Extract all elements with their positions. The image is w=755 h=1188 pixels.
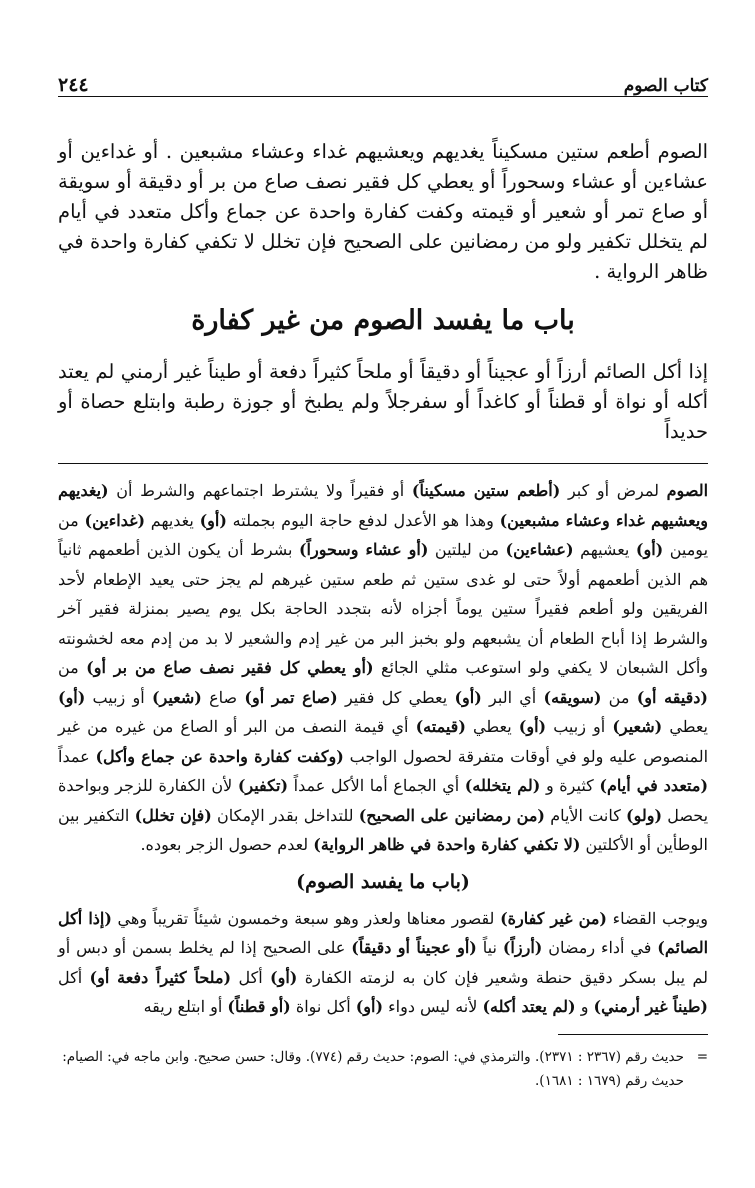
commentary-text: عمداً [58,746,96,766]
matn-quote: (أو) [518,717,547,736]
matn-quote: (وكفت كفارة واحدة عن جماع وأكل) [95,746,344,766]
commentary-text: لقصور معناها ولعذر وهو سبعة وخمسون شيئاً تقريباً وهي [111,908,501,928]
matn-quote: (أو عجيناً أو دقيقاً) [351,938,477,957]
commentary-text: على الصحيح إذا لم يخلط بسمن أو دبس أو لم يبل بسكر دقيق حنطة وشعير فإن كان به لزمته الكفارة [58,938,709,987]
matn-quote: (قيمته) [415,717,466,736]
matn-quote: (ولو) [626,805,663,825]
commentary-heading: (باب ما يفسد الصوم) [296,870,470,893]
matn-quote: (شعير) [612,717,663,736]
matn-quote: (أو قطناً) [227,997,291,1016]
matn-quote: (سويقه) [543,687,602,707]
commentary-text: من ليلتين [428,540,506,559]
commentary-text: كثيرة و [540,776,600,795]
commentary-text: من [58,658,87,677]
matn-quote: (طيناً غير أرمني) [593,997,708,1016]
commentary-text: أكل [231,967,271,987]
matn-quote: (شعير) [151,687,202,707]
matn-quote: (من غير كفارة) [500,908,607,928]
matn-quote: (أو) [454,687,482,707]
running-title: كتاب الصوم [623,76,708,96]
commentary-text: يعطي [465,717,519,736]
commentary [58,476,708,1022]
commentary-text: لأن الكفارة للزجر وبواحدة يحصل [58,776,709,825]
commentary-text: أو فقيراً ولا يشترط اجتماعهم والشرط أن [108,481,412,500]
matn-quote: (يغديهم ويعشيهم غداء وعشاء مشبعين) [58,481,709,530]
commentary-text: صاع [201,687,245,707]
matn-quote: (أرزاً) [502,938,543,957]
commentary-text: أو زبيب [546,717,613,736]
main-paragraph: الصوم أطعم ستين مسكيناً يغديهم ويعشيهم غداء وعشاء مشبعين . أو غداءين أو عشاءين أو عشاء وسحوراً أو يعطي كل فقير نصف صاع من بر أو دقيقة أو سويقة أو صاع تمر أو شعير أو قيمته وكفت كفارة واحدة عن جماع وأكل متعدد في أيام لم يتخلل تكفير ولو من رمضانين على الصحيح فإن تخلل لا تكفي كفارة واحدة في ظاهر الرواية . [58,140,708,283]
matn-quote: (أو عشاء وسحوراً) [298,540,429,559]
commentary-text: في أداء رمضان [542,938,658,957]
commentary-text: يغديهم [145,510,200,530]
matn-quote: (من رمضانين على الصحيح) [358,805,546,825]
commentary-text: نياً [476,938,503,957]
matn-quote: (عشاءين) [505,540,574,559]
commentary-text: وهذا هو الأعدل لدفع حاجة اليوم بجملته [226,510,500,530]
matn-quote: (أو) [355,997,384,1016]
commentary-text: أو زبيب [85,687,152,707]
matn-quote: (أو) [270,967,298,987]
matn-quote: (لا تكفي كفارة واحدة في ظاهر الرواية) [313,835,581,854]
commentary-text: أو ابتلع ريقه [143,997,228,1016]
matn-quote: (صاع تمر أو) [244,687,338,707]
commentary-text: لأنه ليس دواء [383,997,483,1016]
commentary-text: من يومين [58,510,709,559]
matn-quote: (فإن تخلل) [134,805,212,825]
matn-quote: (أو) [635,540,664,559]
chapter-heading: باب ما يفسد الصوم من غير كفارة [191,305,575,336]
commentary-text: يعطي [662,717,709,736]
commentary-text: التكفير بين الوطأين أو الأكلتين [58,805,708,854]
commentary-text: أكل نواة [290,997,356,1016]
commentary-text: يعطي كل فقير [337,687,455,707]
matn-quote: (ملحاً كثيراً دفعة أو) [89,967,232,987]
matn-quote: (أو) [199,510,227,530]
footnote [58,1045,708,1093]
matn-quote: (أو يعطي كل فقير نصف صاع من بر أو) [86,658,374,677]
commentary-paragraph [58,904,708,1022]
commentary-text: من [601,687,637,707]
matn-quote: (إذا أكل الصائم) [58,908,709,957]
commentary-paragraph [58,476,708,860]
main-text [58,137,708,447]
book-page [58,68,708,1093]
commentary-text: ويوجب القضاء [606,908,709,928]
commentary-text: للتداخل بقدر الإمكان [211,805,359,825]
page-header [58,68,708,97]
commentary-text: أي الجماع أما الأكل عمداً [288,776,465,795]
matn-quote: (أطعم ستين مسكيناً) [411,481,561,500]
footnote-divider [558,1034,708,1035]
matn-quote: (غداءين) [84,510,146,530]
matn-quote: (تكفير) [237,776,289,795]
matn-quote: (لم يتخلله) [464,776,541,795]
commentary-text: لعدم حصول الزجر بعوده. [140,835,314,854]
footnote-continuation-mark: = [696,1048,708,1065]
footnote-text: حديث رقم (٢٣٦٧ : ٢٣٧١). والترمذي في: الصوم: حديث رقم (٧٧٤). وقال: حسن صحيح. وابن ماجه في: الصيام: حديث رقم (١٦٧٩ : ١٦٨١). [62,1048,684,1089]
commentary-text: أي قيمة النصف من البر أو الصاع من غيره من غير المنصوص عليه ولو في أوقات متفرقة لحصول الواجب [58,717,709,766]
page-number: ٢٤٤ [58,74,89,96]
commentary-text: لمرض أو كبر [560,481,667,500]
commentary-text: بشرط أن يكون الذين أطعمهم ثانياً هم الذين أطعمهم أولاً حتى لو غدى ستين ثم طعم ستين غيرهم لم يجز حتى يعيد الإطعام لأحد الفريقين ولو أطعم فقيراً ستين يوماً أجزاه لأنه بتجدد الحاجة بكل يوم يصير بمنزلة فقير آخر والشرط إذا أباح الطعام أن يشبعهم ولو بخبز البر من غير إدم والشعير لا بد من إدم معه لخشونته وأكل الشبعان لا يكفي ولو استوعب مثلي الجائع [58,540,709,677]
commentary-text: أكل [58,967,90,987]
commentary-text: يعشيهم [573,540,636,559]
section-divider [58,463,708,464]
commentary-text: كانت الأيام [545,805,627,825]
commentary-text: و [575,997,594,1016]
matn-quote: (أو) [58,687,86,707]
matn-quote: الصوم [666,481,709,500]
main-paragraph: إذا أكل الصائم أرزاً أو عجيناً أو دقيقاً أو ملحاً كثيراً دفعة أو طيناً غير أرمني لم يعتد أكله أو نواة أو قطناً أو كاغداً أو سفرجلاً ولم يطبخ أو جوزة رطبة وابتلع حصاة أو حديداً [58,360,708,443]
matn-quote: (متعدد في أيام) [599,776,709,795]
matn-quote: (دقيقه أو) [636,687,709,707]
matn-quote: (لم يعتد أكله) [482,997,576,1016]
commentary-text: أي البر [481,687,544,707]
